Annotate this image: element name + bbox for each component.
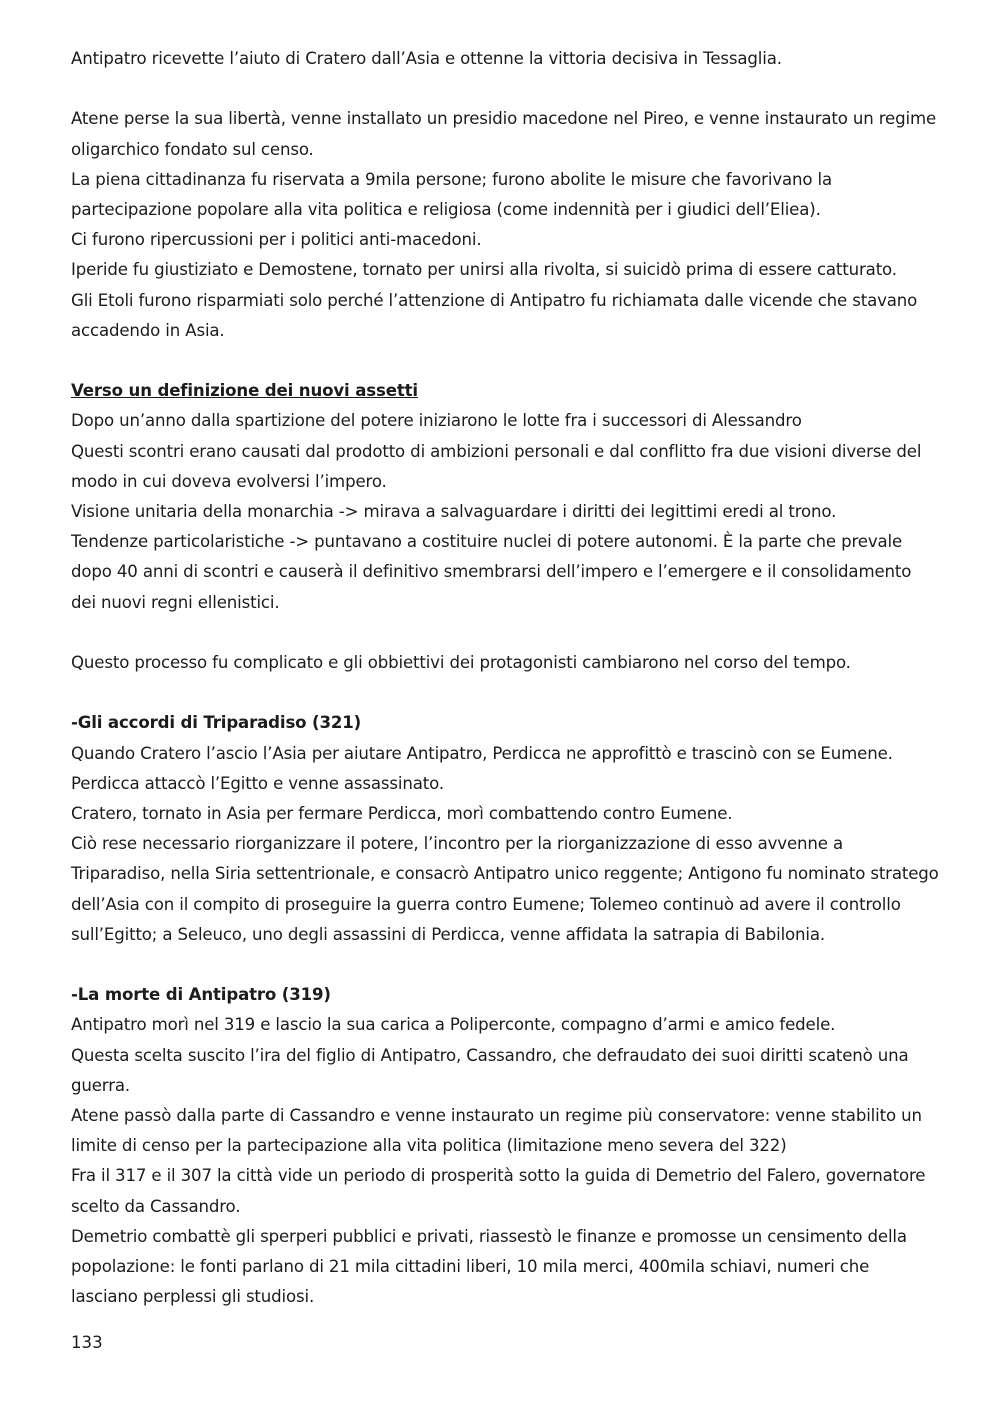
paragraph: Ci furono ripercussioni per i politici anti-macedoni. bbox=[71, 230, 482, 250]
paragraph: Questi scontri erano causati dal prodotto di ambizioni personali e dal conflitto fra due visioni diverse del modo in cui doveva evolversi l’impero. bbox=[71, 441, 922, 491]
spacer bbox=[71, 678, 941, 708]
spacer bbox=[71, 74, 941, 104]
section-heading: Verso un definizione dei nuovi assetti bbox=[71, 381, 418, 401]
paragraph: Ciò rese necessario riorganizzare il potere, l’incontro per la riorganizzazione di esso avvenne a Triparadiso, nella Siria settentrionale, e consacrò Antipatro unico reggente; Antigono fu nominato stratego dell’Asia con il compito di proseguire la guerra contro Eumene; Tolemeo continuò ad avere il controllo sull’Egitto; a Seleuco, uno degli assassini di Perdicca, venne affidata la satrapia di Babilonia. bbox=[71, 834, 939, 944]
spacer bbox=[71, 618, 941, 648]
paragraph: La piena cittadinanza fu riservata a 9mila persone; furono abolite le misure che favorivano la partecipazione popolare alla vita politica e religiosa (come indennità per i giudici dell’Eliea). bbox=[71, 169, 832, 219]
subsection-heading: -Gli accordi di Triparadiso (321) bbox=[71, 713, 362, 733]
paragraph: Visione unitaria della monarchia -> mirava a salvaguardare i diritti dei legittimi eredi al trono. bbox=[71, 502, 837, 522]
spacer bbox=[71, 950, 941, 980]
paragraph: Questa scelta suscito l’ira del figlio di Antipatro, Cassandro, che defraudato dei suoi diritti scatenò una guerra. bbox=[71, 1045, 909, 1095]
paragraph: Cratero, tornato in Asia per fermare Perdicca, morì combattendo contro Eumene. bbox=[71, 804, 733, 824]
paragraph: Perdicca attaccò l’Egitto e venne assassinato. bbox=[71, 773, 444, 793]
paragraph: Tendenze particolaristiche -> puntavano a costituire nuclei di potere autonomi. È la parte che prevale dopo 40 anni di scontri e causerà il definitivo smembrarsi dell’impero e l’emergere e il consolidamento dei nuovi regni ellenistici. bbox=[71, 532, 912, 612]
paragraph: Fra il 317 e il 307 la città vide un periodo di prosperità sotto la guida di Demetrio del Falero, governatore scelto da Cassandro. bbox=[71, 1166, 926, 1216]
paragraph: Dopo un’anno dalla spartizione del potere iniziarono le lotte fra i successori di Alessandro bbox=[71, 411, 802, 431]
paragraph: Quando Cratero l’ascio l’Asia per aiutare Antipatro, Perdicca ne approfittò e trascinò con se Eumene. bbox=[71, 743, 893, 763]
paragraph: Atene passò dalla parte di Cassandro e venne instaurato un regime più conservatore: venne stabilito un limite di censo per la partecipazione alla vita politica (limitazione meno severa del 322) bbox=[71, 1106, 922, 1156]
paragraph: Iperide fu giustiziato e Demostene, tornato per unirsi alla rivolta, si suicidò prima di essere catturato. bbox=[71, 260, 897, 280]
paragraph: Demetrio combattè gli sperperi pubblici e privati, riassestò le finanze e promosse un censimento della popolazione: le fonti parlano di 21 mila cittadini liberi, 10 mila merci, 400mila schiavi, numeri che lasciano perplessi gli studiosi. bbox=[71, 1226, 907, 1307]
paragraph: Antipatro ricevette l’aiuto di Cratero dall’Asia e ottenne la vittoria decisiva in Tessaglia. bbox=[71, 49, 782, 68]
page-number: 133 bbox=[71, 1333, 103, 1352]
spacer bbox=[71, 346, 941, 376]
paragraph: Antipatro morì nel 319 e lascio la sua carica a Poliperconte, compagno d’armi e amico fedele. bbox=[71, 1015, 836, 1035]
paragraph: Gli Etoli furono risparmiati solo perché l’attenzione di Antipatro fu richiamata dalle vicende che stavano accadendo in Asia. bbox=[71, 290, 918, 340]
subsection-heading: -La morte di Antipatro (319) bbox=[71, 985, 331, 1005]
paragraph: Atene perse la sua libertà, venne installato un presidio macedone nel Pireo, e venne instaurato un regime oligarchico fondato sul censo. bbox=[71, 109, 937, 159]
document-body bbox=[71, 44, 941, 1312]
paragraph: Questo processo fu complicato e gli obbiettivi dei protagonisti cambiarono nel corso del tempo. bbox=[71, 653, 851, 673]
